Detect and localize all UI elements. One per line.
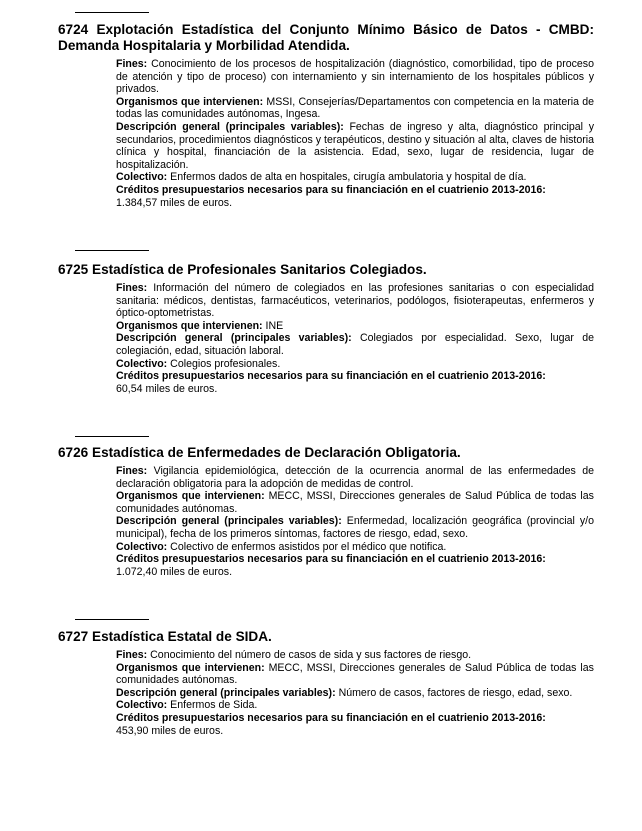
descripcion-label: Descripción general (principales variables): <box>116 686 336 699</box>
colectivo-paragraph <box>116 171 594 184</box>
fines-label: Fines: <box>116 58 148 70</box>
entry-body <box>116 649 594 737</box>
organismos-label: Organismos que intervienen: <box>116 319 263 332</box>
organismos-paragraph <box>116 320 594 333</box>
creditos-label: Créditos presupuestarios necesarios para su financiación en el cuatrienio 2013-2016: <box>116 370 546 383</box>
entry-heading: 6726 Estadística de Enfermedades de Declaración Obligatoria. <box>58 445 461 460</box>
colectivo-label: Colectivo: <box>116 171 168 184</box>
fines-paragraph <box>116 282 594 320</box>
descripcion-paragraph <box>116 332 594 357</box>
entry-heading: 6724 Explotación Estadística del Conjunto Mínimo Básico de Datos - CMBD: Demanda Hospitalaria y Morbilidad Atendida. <box>58 22 594 53</box>
organismos-paragraph <box>116 96 594 121</box>
entry-heading: 6727 Estadística Estatal de SIDA. <box>58 629 272 644</box>
organismos-text: INE <box>265 319 284 332</box>
creditos-label: Créditos presupuestarios necesarios para su financiación en el cuatrienio 2013-2016: <box>116 553 546 566</box>
creditos-paragraph <box>116 712 594 737</box>
descripcion-text: Fechas de ingreso y alta, diagnóstico principal y secundarios, procedimientos diagnósticos y terapéuticos, destino y situación al alta, claves de historia clínica y hospital, financiación de la asistencia. Edad, sexo, lugar de residencia, lugar de hospitalización. <box>116 120 594 171</box>
fines-paragraph <box>116 649 594 662</box>
creditos-amount: 453,90 miles de euros. <box>116 724 224 737</box>
organismos-paragraph <box>116 490 594 515</box>
descripcion-text: Colegiados por especialidad. Sexo, lugar de colegiación, edad, situación laboral. <box>116 332 594 357</box>
creditos-paragraph <box>116 184 594 209</box>
fines-text: Conocimiento de los procesos de hospitalización (diagnóstico, comorbilidad, tipo de proceso de atención y tipo de proceso) con internamiento y sin internamiento de los hospitales públicos y privados. <box>116 58 594 96</box>
entry-body <box>116 465 594 578</box>
separator-rule <box>75 436 149 437</box>
colectivo-label: Colectivo: <box>116 357 168 370</box>
creditos-label: Créditos presupuestarios necesarios para su financiación en el cuatrienio 2013-2016: <box>116 711 546 724</box>
fines-text: Vigilancia epidemiológica, detección de la ocurrencia anormal de las enfermedades de declaración obligatoria para la adopción de medidas de control. <box>116 465 594 490</box>
organismos-text: MSSI, Consejerías/Departamentos con competencia en la materia de todas las comunidades autónomas, Ingesa. <box>116 95 594 121</box>
descripcion-label: Descripción general (principales variables): <box>116 515 342 528</box>
entry-body <box>116 282 594 395</box>
fines-paragraph <box>116 465 594 490</box>
colectivo-text: Enfermos dados de alta en hospitales, cirugía ambulatoria y hospital de día. <box>170 171 527 184</box>
descripcion-label: Descripción general (principales variables): <box>116 120 344 133</box>
colectivo-label: Colectivo: <box>116 540 168 553</box>
fines-label: Fines: <box>116 465 148 477</box>
descripcion-paragraph <box>116 687 594 700</box>
descripcion-text: Enfermedad, localización geográfica (provincial y/o municipal), fecha de los primeros síntomas, factores de riesgo, edad, sexo. <box>116 515 595 540</box>
separator-rule <box>75 250 149 251</box>
fines-label: Fines: <box>116 282 148 294</box>
fines-text: Conocimiento del número de casos de sida y sus factores de riesgo. <box>150 649 472 661</box>
organismos-text: MECC, MSSI, Direcciones generales de Salud Pública de todas las comunidades autónomas. <box>116 661 594 687</box>
colectivo-label: Colectivo: <box>116 699 168 712</box>
fines-paragraph <box>116 58 594 96</box>
creditos-paragraph <box>116 370 594 395</box>
entry-body <box>116 58 594 209</box>
creditos-paragraph <box>116 553 594 578</box>
colectivo-text: Colegios profesionales. <box>170 357 281 370</box>
colectivo-text: Enfermos de Sida. <box>170 699 258 712</box>
organismos-label: Organismos que intervienen: <box>116 95 264 108</box>
colectivo-paragraph <box>116 358 594 371</box>
fines-label: Fines: <box>116 649 148 661</box>
descripcion-text: Número de casos, factores de riesgo, edad, sexo. <box>338 686 573 699</box>
separator-rule <box>75 619 149 620</box>
entry-heading: 6725 Estadística de Profesionales Sanitarios Colegiados. <box>58 262 427 277</box>
colectivo-paragraph <box>116 699 594 712</box>
fines-text: Información del número de colegiados en las profesiones sanitarias o con especialidad sanitaria: médicos, dentistas, farmacéuticos, veterinarios, podólogos, fisioterapeutas, enfermeros y óptico-optometristas. <box>116 282 594 320</box>
organismos-paragraph <box>116 662 594 687</box>
descripcion-paragraph <box>116 121 594 171</box>
creditos-label: Créditos presupuestarios necesarios para su financiación en el cuatrienio 2013-2016: <box>116 183 546 196</box>
descripcion-paragraph <box>116 515 594 540</box>
colectivo-text: Colectivo de enfermos asistidos por el médico que notifica. <box>170 540 447 553</box>
creditos-amount: 60,54 miles de euros. <box>116 382 218 395</box>
separator-rule <box>75 12 149 13</box>
organismos-text: MECC, MSSI, Direcciones generales de Salud Pública de todas las comunidades autónomas. <box>116 490 594 515</box>
descripcion-label: Descripción general (principales variables): <box>116 332 352 345</box>
organismos-label: Organismos que intervienen: <box>116 490 265 503</box>
creditos-amount: 1.072,40 miles de euros. <box>116 565 233 578</box>
creditos-amount: 1.384,57 miles de euros. <box>116 196 233 209</box>
organismos-label: Organismos que intervienen: <box>116 661 265 674</box>
colectivo-paragraph <box>116 541 594 554</box>
